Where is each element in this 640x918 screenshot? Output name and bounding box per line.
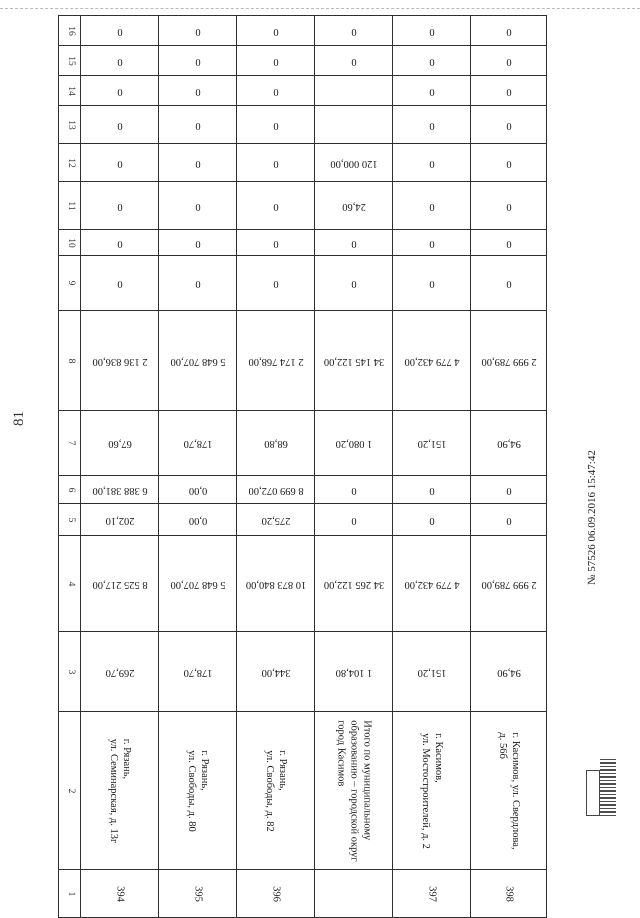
- table-row: [59, 16, 547, 46]
- column-number: 7: [65, 440, 76, 446]
- cell-value: 0: [116, 25, 123, 37]
- cell-value: 0: [194, 278, 201, 290]
- table-cell: [471, 311, 547, 411]
- table-cell: [159, 16, 237, 46]
- table-row: [59, 311, 547, 411]
- table-cell: [159, 504, 237, 536]
- cell-value: 151,20: [417, 666, 446, 678]
- cell-value: 0: [194, 119, 201, 131]
- column-number-cell: [59, 144, 81, 182]
- table-cell: [315, 182, 393, 230]
- table-row: [59, 256, 547, 311]
- table-cell: [471, 76, 547, 106]
- table-cell: [315, 106, 393, 144]
- table-cell: [471, 504, 547, 536]
- cell-value: 34 145 122,00: [323, 355, 384, 367]
- column-number: 5: [65, 517, 76, 522]
- cell-value: 0: [116, 278, 123, 290]
- table-row: [59, 536, 547, 632]
- table-cell: [393, 536, 471, 632]
- scan-edge: [0, 8, 640, 9]
- table-row: [59, 106, 547, 144]
- cell-value: 0: [505, 484, 512, 496]
- record-number: 397: [426, 885, 438, 902]
- cell-value: 0: [272, 237, 279, 249]
- cell-value: 0: [350, 514, 357, 526]
- table-container: [58, 15, 546, 902]
- table-cell: [81, 46, 159, 76]
- cell-value: 151,20: [417, 438, 446, 450]
- cell-value: 94,90: [496, 438, 521, 450]
- cell-value: 2 174 768,00: [247, 355, 304, 367]
- table-row: [59, 46, 547, 76]
- cell-value: 0: [350, 25, 357, 37]
- table-cell: [81, 870, 159, 918]
- record-number: 396: [270, 885, 282, 902]
- table-cell: [237, 106, 315, 144]
- table-cell: [393, 230, 471, 256]
- column-number-cell: [59, 476, 81, 504]
- record-number: 398: [503, 885, 515, 902]
- column-number-cell: [59, 256, 81, 311]
- table-cell: [81, 712, 159, 870]
- cell-value: 8 525 217,00: [91, 578, 148, 590]
- cell-value: 0: [505, 514, 512, 526]
- cell-value: 4 779 432,00: [403, 578, 460, 590]
- address-text: Итого по муниципальному образованию – городской округ город Касимов: [334, 719, 373, 862]
- table-cell: [315, 476, 393, 504]
- table-cell: [393, 144, 471, 182]
- cell-value: 2 999 789,00: [480, 578, 537, 590]
- cell-value: 8 699 072,00: [247, 484, 304, 496]
- cell-value: 0: [505, 85, 512, 97]
- cell-value: 0,00: [188, 484, 207, 496]
- table-cell: [471, 411, 547, 476]
- table-cell: [471, 230, 547, 256]
- table-cell: [159, 476, 237, 504]
- cell-value: 0: [505, 157, 512, 169]
- table-row: [59, 870, 547, 918]
- cell-value: 0: [428, 157, 435, 169]
- table-cell: [81, 311, 159, 411]
- cell-value: 0: [505, 119, 512, 131]
- cell-value: 0,00: [188, 514, 207, 526]
- table-row: [59, 182, 547, 230]
- cell-value: 67,60: [107, 438, 132, 450]
- cell-value: 10 873 840,00: [245, 578, 306, 590]
- cell-value: 0: [194, 25, 201, 37]
- table-cell: [237, 712, 315, 870]
- table-cell: [159, 256, 237, 311]
- cell-value: 0: [428, 55, 435, 67]
- cell-value: 344,00: [261, 666, 290, 678]
- table-cell: [81, 504, 159, 536]
- column-number: 16: [65, 25, 76, 36]
- cell-value: 1 080,20: [335, 438, 372, 450]
- column-number: 9: [65, 280, 76, 286]
- column-number-cell: [59, 536, 81, 632]
- table-cell: [159, 712, 237, 870]
- cell-value: 275,20: [261, 514, 290, 526]
- cell-value: 202,10: [105, 514, 134, 526]
- table-cell: [315, 632, 393, 712]
- table-cell: [471, 46, 547, 76]
- cell-value: 0: [116, 200, 123, 212]
- cell-value: 0: [428, 25, 435, 37]
- table-row: [59, 76, 547, 106]
- table-cell: [471, 144, 547, 182]
- cell-value: 0: [194, 237, 201, 249]
- cell-value: 0: [116, 55, 123, 67]
- table-cell: [393, 311, 471, 411]
- emblem-mark: [586, 770, 600, 816]
- column-number: 14: [65, 85, 76, 96]
- table-cell: [471, 106, 547, 144]
- table-cell: [159, 106, 237, 144]
- column-number-cell: [59, 870, 81, 918]
- table-cell: [471, 870, 547, 918]
- cell-value: 0: [272, 55, 279, 67]
- table-cell: [237, 144, 315, 182]
- column-number: 6: [65, 487, 76, 492]
- table-cell: [81, 106, 159, 144]
- table-cell: [237, 504, 315, 536]
- column-number: 10: [65, 237, 76, 248]
- cell-value: 0: [272, 200, 279, 212]
- table-cell: [159, 230, 237, 256]
- barcode: [600, 758, 616, 816]
- data-table: [58, 15, 547, 918]
- cell-value: 0: [428, 514, 435, 526]
- column-number-cell: [59, 106, 81, 144]
- table-row: [59, 144, 547, 182]
- cell-value: 4 779 432,00: [403, 355, 460, 367]
- table-cell: [81, 16, 159, 46]
- cell-value: 0: [116, 237, 123, 249]
- column-number: 3: [65, 669, 76, 674]
- table-cell: [159, 76, 237, 106]
- column-number-cell: [59, 182, 81, 230]
- cell-value: 1 104,80: [335, 666, 372, 678]
- page-number: 81: [11, 411, 27, 426]
- cell-value: 0: [116, 119, 123, 131]
- table-cell: [393, 411, 471, 476]
- column-number-cell: [59, 311, 81, 411]
- cell-value: 0: [272, 119, 279, 131]
- column-number-cell: [59, 632, 81, 712]
- table-cell: [315, 230, 393, 256]
- cell-value: 2 999 789,00: [480, 355, 537, 367]
- table-cell: [237, 230, 315, 256]
- cell-value: 68,80: [263, 438, 288, 450]
- table-cell: [315, 16, 393, 46]
- table-cell: [159, 46, 237, 76]
- cell-value: 269,70: [105, 666, 134, 678]
- column-number: 1: [65, 891, 76, 896]
- table-cell: [81, 230, 159, 256]
- table-cell: [237, 256, 315, 311]
- address-text: г. Рязань, ул. Свободы, д. 82: [263, 749, 288, 832]
- table-cell: [315, 536, 393, 632]
- table-cell: [471, 256, 547, 311]
- table-cell: [471, 712, 547, 870]
- table-cell: [237, 411, 315, 476]
- table-cell: [159, 144, 237, 182]
- address-text: г. Рязань, ул. Семинарская, д. 13г: [107, 738, 132, 843]
- table-cell: [81, 632, 159, 712]
- table-cell: [393, 476, 471, 504]
- table-cell: [471, 16, 547, 46]
- record-number: 395: [192, 885, 204, 902]
- cell-value: 94,90: [496, 666, 521, 678]
- table-cell: [81, 256, 159, 311]
- cell-value: 0: [116, 85, 123, 97]
- registration-stamp: № 57526 06.09.2016 15:47:42: [586, 450, 598, 585]
- column-number-cell: [59, 504, 81, 536]
- table-cell: [81, 476, 159, 504]
- table-cell: [81, 182, 159, 230]
- table-cell: [237, 870, 315, 918]
- table-cell: [237, 76, 315, 106]
- cell-value: 0: [428, 484, 435, 496]
- record-number: 394: [114, 885, 126, 902]
- cell-value: 0: [272, 85, 279, 97]
- table-cell: [315, 870, 393, 918]
- column-number-cell: [59, 46, 81, 76]
- table-cell: [393, 16, 471, 46]
- cell-value: 0: [428, 119, 435, 131]
- table-cell: [315, 504, 393, 536]
- cell-value: 2 136 836,00: [91, 355, 148, 367]
- column-number: 4: [65, 581, 76, 586]
- table-cell: [315, 46, 393, 76]
- cell-value: 0: [350, 237, 357, 249]
- table-cell: [471, 536, 547, 632]
- cell-value: 5 648 707,00: [169, 578, 226, 590]
- cell-value: 0: [194, 200, 201, 212]
- table-row: [59, 230, 547, 256]
- table-cell: [315, 76, 393, 106]
- column-number-cell: [59, 16, 81, 46]
- table-row: [59, 632, 547, 712]
- cell-value: 0: [428, 200, 435, 212]
- cell-value: 0: [428, 85, 435, 97]
- table-cell: [237, 311, 315, 411]
- column-number-cell: [59, 411, 81, 476]
- table-cell: [471, 632, 547, 712]
- table-cell: [237, 632, 315, 712]
- table-cell: [237, 476, 315, 504]
- column-number: 11: [65, 200, 76, 211]
- table-cell: [237, 46, 315, 76]
- table-cell: [393, 870, 471, 918]
- table-row: [59, 476, 547, 504]
- column-number-cell: [59, 712, 81, 870]
- cell-value: 0: [428, 278, 435, 290]
- address-text: г. Касимов, ул. Свердлова, д. 56б: [496, 731, 521, 850]
- table-cell: [393, 182, 471, 230]
- table-cell: [315, 411, 393, 476]
- table-cell: [393, 712, 471, 870]
- cell-value: 0: [505, 237, 512, 249]
- table-cell: [159, 536, 237, 632]
- cell-value: 0: [272, 25, 279, 37]
- cell-value: 0: [272, 278, 279, 290]
- column-number: 13: [65, 119, 76, 130]
- cell-value: 0: [350, 484, 357, 496]
- table-cell: [81, 76, 159, 106]
- column-number-cell: [59, 230, 81, 256]
- table-cell: [393, 46, 471, 76]
- cell-value: 0: [194, 85, 201, 97]
- cell-value: 5 648 707,00: [169, 355, 226, 367]
- table-cell: [159, 411, 237, 476]
- column-number: 2: [65, 788, 76, 793]
- address-text: г. Рязань, ул. Свободы, д. 80: [185, 749, 210, 832]
- cell-value: 34 265 122,00: [323, 578, 384, 590]
- table-cell: [315, 712, 393, 870]
- table-cell: [159, 632, 237, 712]
- cell-value: 24,60: [341, 200, 366, 212]
- table-cell: [471, 476, 547, 504]
- cell-value: 120 000,00: [329, 157, 378, 169]
- address-text: г. Касимов, ул. Мостостроителей, д. 2: [419, 732, 444, 849]
- column-number-cell: [59, 76, 81, 106]
- cell-value: 0: [350, 55, 357, 67]
- table-cell: [159, 311, 237, 411]
- table-cell: [393, 632, 471, 712]
- cell-value: 0: [194, 157, 201, 169]
- cell-value: 178,70: [183, 438, 212, 450]
- cell-value: 0: [505, 200, 512, 212]
- table-cell: [159, 182, 237, 230]
- table-cell: [315, 256, 393, 311]
- column-number: 12: [65, 157, 76, 168]
- column-number: 15: [65, 55, 76, 66]
- column-number: 8: [65, 358, 76, 363]
- table-cell: [159, 870, 237, 918]
- table-row: [59, 504, 547, 536]
- cell-value: 0: [505, 55, 512, 67]
- cell-value: 0: [505, 278, 512, 290]
- table-cell: [393, 76, 471, 106]
- table-row: [59, 712, 547, 870]
- table-cell: [81, 144, 159, 182]
- table-cell: [315, 311, 393, 411]
- cell-value: 178,70: [183, 666, 212, 678]
- table-cell: [237, 536, 315, 632]
- table-cell: [471, 182, 547, 230]
- cell-value: 0: [116, 157, 123, 169]
- table-row: [59, 411, 547, 476]
- cell-value: 0: [428, 237, 435, 249]
- table-cell: [315, 144, 393, 182]
- cell-value: 0: [272, 157, 279, 169]
- cell-value: 0: [350, 278, 357, 290]
- cell-value: 0: [505, 25, 512, 37]
- table-cell: [237, 16, 315, 46]
- table-cell: [81, 536, 159, 632]
- table-cell: [393, 504, 471, 536]
- cell-value: 6 388 381,00: [91, 484, 148, 496]
- table-cell: [393, 106, 471, 144]
- table-cell: [81, 411, 159, 476]
- table-cell: [393, 256, 471, 311]
- cell-value: 0: [194, 55, 201, 67]
- table-cell: [237, 182, 315, 230]
